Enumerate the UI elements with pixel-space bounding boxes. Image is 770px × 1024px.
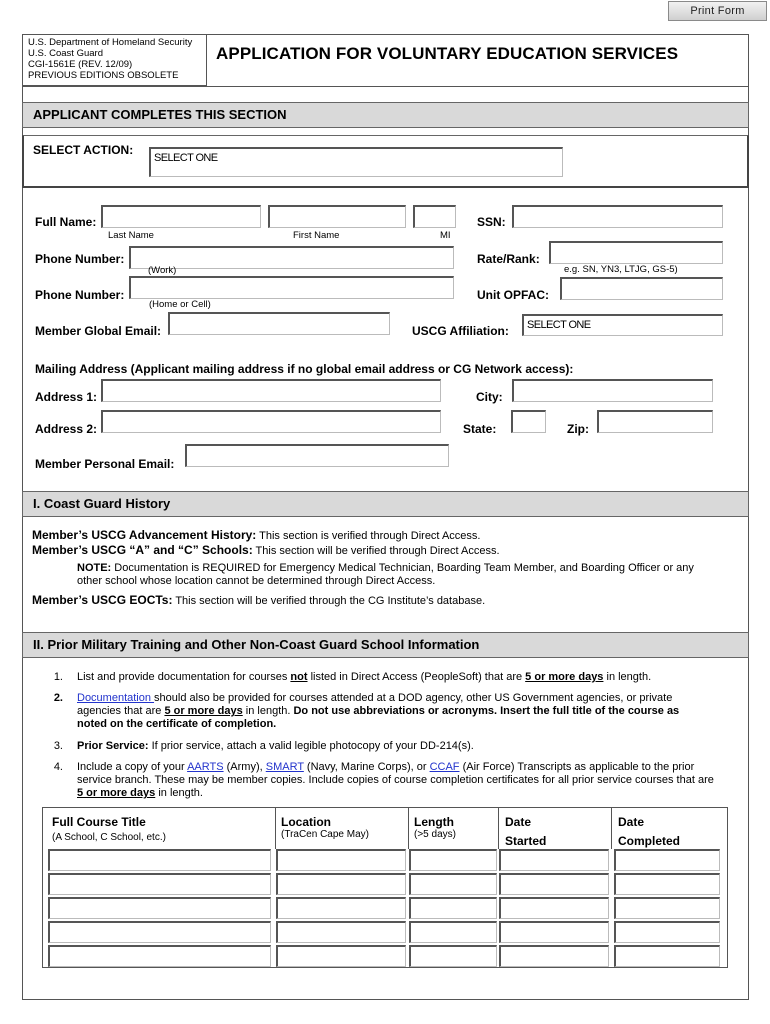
last-name-input[interactable] <box>101 205 261 228</box>
print-form-button[interactable]: Print Form <box>668 1 767 21</box>
address2-input[interactable] <box>101 410 441 433</box>
editions-note: PREVIOUS EDITIONS OBSOLETE <box>28 70 179 81</box>
zip-label: Zip: <box>567 422 589 436</box>
item-2-number: 2. <box>53 692 63 704</box>
row2-date-started-input[interactable] <box>499 873 609 895</box>
col-location-header: Location <box>281 815 331 829</box>
eoct-text: Member’s USCG EOCTs: This section will be verified through the CG Institute’s database. <box>32 593 486 607</box>
row2-date-completed-input[interactable] <box>614 873 720 895</box>
item-1-number: 1. <box>53 671 63 683</box>
item-2-line2: agencies that are 5 or more days in length. Do not use abbreviations or acronyms. Insert the full title of the course as <box>77 705 680 717</box>
row5-date-started-input[interactable] <box>499 945 609 967</box>
select-action-dropdown[interactable]: SELECT ONE <box>149 147 563 177</box>
phone-work-input[interactable] <box>129 246 454 269</box>
last-name-caption: Last Name <box>108 230 154 241</box>
row3-course-title-input[interactable] <box>48 897 271 919</box>
agency-line-1: U.S. Department of Homeland Security <box>28 37 193 48</box>
home-cell-caption: (Home or Cell) <box>149 299 211 310</box>
global-email-label: Member Global Email: <box>35 324 162 338</box>
uscg-affiliation-dropdown[interactable]: SELECT ONE <box>522 314 723 336</box>
header-divider <box>22 86 749 87</box>
phone-work-label: Phone Number: <box>35 252 125 266</box>
form-number: CGI-1561E (REV. 12/09) <box>28 59 133 70</box>
item-2-line1: Documentation should also be provided for courses attended at a DOD agency, other US Government agencies, or private <box>77 692 673 704</box>
item-3-text: Prior Service: If prior service, attach a valid legible photocopy of your DD-214(s). <box>77 740 474 752</box>
ssn-label: SSN: <box>477 215 506 229</box>
personal-email-input[interactable] <box>185 444 449 467</box>
row1-date-started-input[interactable] <box>499 849 609 871</box>
city-input[interactable] <box>512 379 713 402</box>
first-name-input[interactable] <box>268 205 406 228</box>
table-divider-2 <box>408 807 409 849</box>
note-text: NOTE: Documentation is REQUIRED for Emergency Medical Technician, Boarding Team Member, and Boarding Officer or any <box>77 562 694 574</box>
row3-length-input[interactable] <box>409 897 497 919</box>
work-caption: (Work) <box>148 265 177 276</box>
col-length-sub: (>5 days) <box>414 829 456 840</box>
documentation-link[interactable]: Documentation <box>77 692 155 704</box>
prior-military-training-heading: II. Prior Military Training and Other Non-Coast Guard School Information <box>22 632 749 658</box>
col-location-sub: (TraCen Cape May) <box>281 829 369 840</box>
col-date-started-header: Date <box>505 815 532 829</box>
row3-date-started-input[interactable] <box>499 897 609 919</box>
table-divider-1 <box>275 807 276 849</box>
row1-course-title-input[interactable] <box>48 849 271 871</box>
phone-home-label: Phone Number: <box>35 288 125 302</box>
state-input[interactable] <box>511 410 546 433</box>
row5-course-title-input[interactable] <box>48 945 271 967</box>
address1-label: Address 1: <box>35 390 98 404</box>
schools-text: Member’s USCG “A” and “C” Schools: This section will be verified through Direct Access. <box>32 543 500 557</box>
item-3-number: 3. <box>53 740 63 752</box>
ccaf-link[interactable]: CCAF <box>429 761 460 773</box>
select-action-label: SELECT ACTION: <box>33 143 134 157</box>
row1-date-completed-input[interactable] <box>614 849 720 871</box>
unit-opfac-input[interactable] <box>560 277 723 300</box>
advancement-history-text: Member’s USCG Advancement History: This section is verified through Direct Access. <box>32 528 481 542</box>
rate-rank-hint: e.g. SN, YN3, LTJG, GS-5) <box>564 264 678 275</box>
phone-home-input[interactable] <box>129 276 454 299</box>
global-email-input[interactable] <box>168 312 390 335</box>
unit-opfac-label: Unit OPFAC: <box>477 288 549 302</box>
note-text-line2: other school whose location cannot be determined through Direct Access. <box>77 575 436 587</box>
row5-length-input[interactable] <box>409 945 497 967</box>
row1-length-input[interactable] <box>409 849 497 871</box>
row5-date-completed-input[interactable] <box>614 945 720 967</box>
first-name-caption: First Name <box>293 230 340 241</box>
item-4-line3: 5 or more days in length. <box>77 787 203 799</box>
row3-date-completed-input[interactable] <box>614 897 720 919</box>
mailing-address-heading: Mailing Address (Applicant mailing address if no global email address or CG Network access): <box>35 362 574 376</box>
ssn-input[interactable] <box>512 205 723 228</box>
row4-date-started-input[interactable] <box>499 921 609 943</box>
aarts-link[interactable]: AARTS <box>187 761 224 773</box>
middle-initial-input[interactable] <box>413 205 456 228</box>
col-length-header: Length <box>414 815 454 829</box>
applicant-section-heading: APPLICANT COMPLETES THIS SECTION <box>22 102 749 128</box>
table-divider-3 <box>498 807 499 849</box>
item-4-line1: Include a copy of your AARTS (Army), SMART (Navy, Marine Corps), or CCAF (Air Force) Transcripts as applicable to the prior <box>77 761 695 773</box>
smart-link[interactable]: SMART <box>265 761 304 773</box>
col-date-completed-header-2: Completed <box>618 834 681 848</box>
agency-line-2: U.S. Coast Guard <box>28 48 103 59</box>
row2-course-title-input[interactable] <box>48 873 271 895</box>
row4-course-title-input[interactable] <box>48 921 271 943</box>
row2-location-input[interactable] <box>276 873 406 895</box>
coast-guard-history-heading: I. Coast Guard History <box>22 491 749 517</box>
item-1-text: List and provide documentation for courses not listed in Direct Access (PeopleSoft) that are 5 or more days in length. <box>77 671 652 683</box>
row4-date-completed-input[interactable] <box>614 921 720 943</box>
full-name-label: Full Name: <box>35 215 97 229</box>
row4-location-input[interactable] <box>276 921 406 943</box>
zip-input[interactable] <box>597 410 713 433</box>
row4-length-input[interactable] <box>409 921 497 943</box>
table-divider-4 <box>611 807 612 849</box>
col-date-completed-header: Date <box>618 815 645 829</box>
city-label: City: <box>476 390 503 404</box>
address1-input[interactable] <box>101 379 441 402</box>
row3-location-input[interactable] <box>276 897 406 919</box>
item-4-line2: service branch. These may be member copies. Include copies of course completion certificates for all prior service courses that are <box>77 774 714 786</box>
row5-location-input[interactable] <box>276 945 406 967</box>
item-2-line3: noted on the certificate of completion. <box>77 718 277 730</box>
col-date-started-header-2: Started <box>505 834 547 848</box>
mi-caption: MI <box>440 230 451 241</box>
uscg-affiliation-label: USCG Affiliation: <box>412 324 509 338</box>
rate-rank-input[interactable] <box>549 241 723 264</box>
col-course-title-header: Full Course Title <box>52 815 146 829</box>
row1-location-input[interactable] <box>276 849 406 871</box>
form-title: APPLICATION FOR VOLUNTARY EDUCATION SERVICES <box>216 44 679 63</box>
col-course-title-sub: (A School, C School, etc.) <box>52 832 166 843</box>
state-label: State: <box>463 422 497 436</box>
personal-email-label: Member Personal Email: <box>35 457 175 471</box>
row2-length-input[interactable] <box>409 873 497 895</box>
item-4-number: 4. <box>53 761 63 773</box>
rate-rank-label: Rate/Rank: <box>477 252 540 266</box>
address2-label: Address 2: <box>35 422 98 436</box>
